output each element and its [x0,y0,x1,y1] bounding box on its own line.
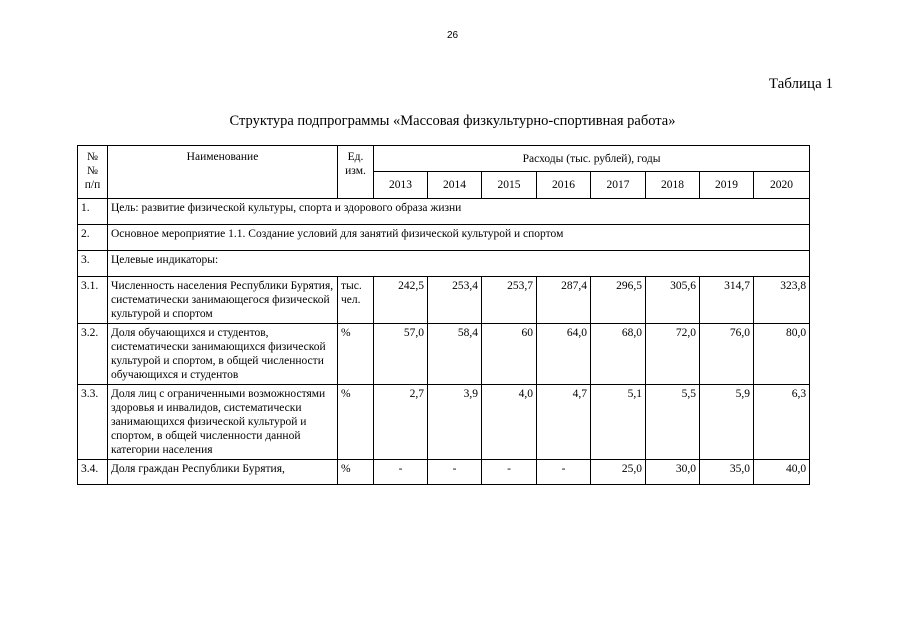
row-number: 3.3. [78,385,108,460]
value-cell: 30,0 [646,460,700,485]
page-number: 26 [446,30,459,41]
indicator-name: Численность населения Республики Бурятия, систематически занимающегося физической культурой и спортом [108,277,338,324]
unit: тыс. чел. [338,277,374,324]
value-cell: 296,5 [591,277,646,324]
table-row [78,324,810,385]
header-num-line3: п/п [84,179,101,191]
header-name: Наименование [186,151,259,163]
value-cell: 323,8 [754,277,810,324]
header-num-line2: № [87,165,98,177]
value-cell: 5,1 [591,385,646,460]
value-cell: 2,7 [374,385,428,460]
header-expenses: Расходы (тыс. рублей), годы [522,152,661,165]
header-name-cell [108,146,338,199]
header-year: 2016 [537,172,591,199]
value-cell: 60 [482,324,537,385]
indicator-name: Доля граждан Республики Бурятия, [108,460,338,485]
value-cell: 4,7 [537,385,591,460]
value-cell: 40,0 [754,460,810,485]
row-number: 2. [78,225,108,251]
value-cell: 35,0 [700,460,754,485]
section-text: Основное мероприятие 1.1. Создание условий для занятий физической культурой и спортом [108,225,810,251]
value-cell: 68,0 [591,324,646,385]
section-row [78,251,810,277]
value-cell: 287,4 [537,277,591,324]
table-row [78,460,810,485]
value-cell: 305,6 [646,277,700,324]
section-text: Целевые индикаторы: [108,251,810,277]
value-cell: 80,0 [754,324,810,385]
value-cell: 314,7 [700,277,754,324]
header-num-cell [78,146,108,199]
value-cell: 64,0 [537,324,591,385]
header-expenses-cell [374,146,810,172]
table-label: Таблица 1 [768,76,833,92]
row-number: 3.2. [78,324,108,385]
value-cell: 58,4 [428,324,482,385]
value-cell: 6,3 [754,385,810,460]
header-year: 2018 [646,172,700,199]
indicator-name: Доля лиц с ограниченными возможностями здоровья и инвалидов, систематически занимающихся физической культурой и спортом, в общей численности данной категории населения [108,385,338,460]
document-title: Структура подпрограммы «Массовая физкультурно-спортивная работа» [229,113,676,129]
value-cell: 72,0 [646,324,700,385]
value-cell: - [537,460,591,485]
indicator-name: Доля обучающихся и студентов, систематически занимающихся физической культурой и спортом, в общей численности обучающихся и студентов [108,324,338,385]
value-cell: 253,7 [482,277,537,324]
value-cell: 3,9 [428,385,482,460]
value-cell: 25,0 [591,460,646,485]
value-cell: 4,0 [482,385,537,460]
value-cell: 242,5 [374,277,428,324]
header-year: 2013 [374,172,428,199]
row-number: 1. [78,199,108,225]
value-cell: 57,0 [374,324,428,385]
header-year: 2015 [482,172,537,199]
header-year: 2020 [754,172,810,199]
header-unit-cell [338,146,374,199]
value-cell: - [482,460,537,485]
row-number: 3. [78,251,108,277]
header-year: 2017 [591,172,646,199]
value-cell: 76,0 [700,324,754,385]
table-row [78,385,810,460]
header-num-line1: № [87,151,98,163]
table-row [78,277,810,324]
header-year: 2014 [428,172,482,199]
row-number: 3.4. [78,460,108,485]
header-year: 2019 [700,172,754,199]
value-cell: - [428,460,482,485]
header-unit-line2: изм. [345,165,366,177]
value-cell: - [374,460,428,485]
section-text: Цель: развитие физической культуры, спорта и здорового образа жизни [108,199,810,225]
section-row [78,199,810,225]
unit: % [338,385,374,460]
header-unit-line1: Ед. [347,151,364,163]
table-header-row [78,146,810,172]
unit: % [338,324,374,385]
value-cell: 5,9 [700,385,754,460]
section-row [78,225,810,251]
structure-table [77,145,810,485]
value-cell: 5,5 [646,385,700,460]
unit: % [338,460,374,485]
value-cell: 253,4 [428,277,482,324]
row-number: 3.1. [78,277,108,324]
